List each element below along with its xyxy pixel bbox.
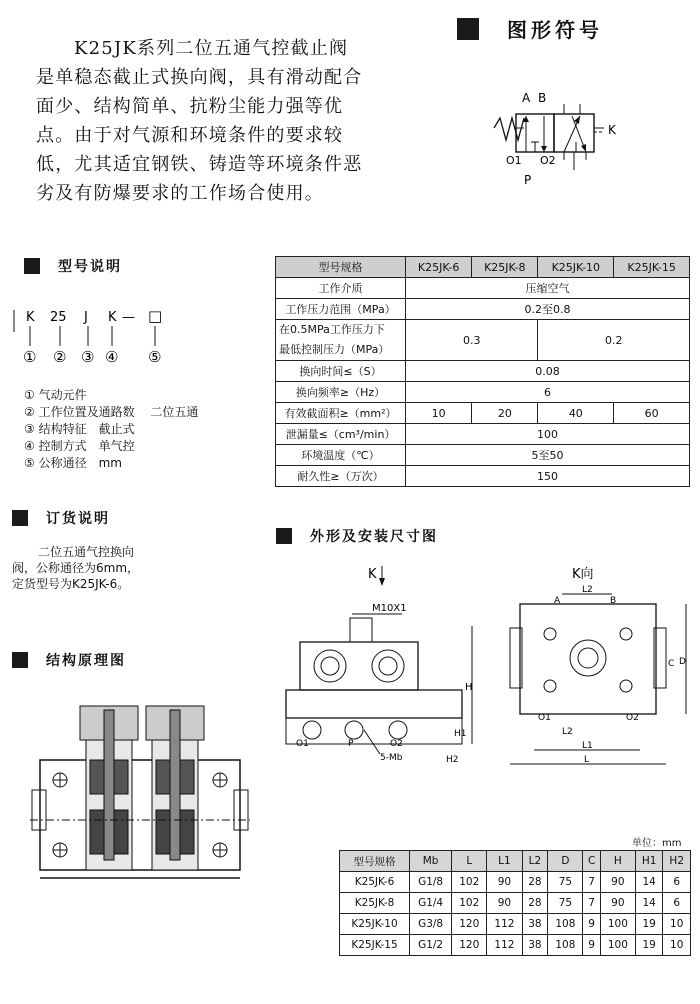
spec-label: 换向频率≥（Hz）: [276, 382, 406, 403]
spec-label: 耐久性≥（万次）: [276, 466, 406, 487]
dim-cell: G1/2: [410, 935, 452, 956]
spec-value: 150: [406, 466, 690, 487]
spec-value: 20: [472, 403, 538, 424]
dim-cell: 108: [548, 914, 583, 935]
spec-label: 泄漏量≤（cm³/min）: [276, 424, 406, 445]
dim-cell: 19: [635, 914, 662, 935]
section-symbol: [457, 14, 603, 43]
spec-header-cell: K25JK-15: [614, 257, 690, 278]
model-char-25: 25: [50, 310, 67, 325]
model-num-3: ③: [81, 348, 95, 366]
dim-cell: 90: [487, 893, 522, 914]
model-num-1: ①: [23, 348, 37, 366]
dim-header-cell: L1: [487, 851, 522, 872]
dim-cell: G1/8: [410, 872, 452, 893]
order-line: 二位五通气控换向: [38, 545, 135, 559]
spec-value: 0.2: [538, 320, 690, 361]
dimension-table: [339, 850, 691, 956]
section-square-icon: [12, 510, 28, 526]
table-row: [276, 361, 690, 382]
model-char-dash: —: [122, 310, 135, 325]
dim-cell: 9: [583, 935, 600, 956]
spec-value: 60: [614, 403, 690, 424]
table-row: [340, 851, 691, 872]
table-row: [276, 424, 690, 445]
dim-cell: K25JK-8: [340, 893, 410, 914]
dim-header-cell: L2: [522, 851, 548, 872]
dim-cell: 102: [452, 893, 487, 914]
spec-label: 工作压力范围（MPa）: [276, 299, 406, 320]
spec-label: 有效截面积≥（mm²）: [276, 403, 406, 424]
dim-cell: 6: [663, 893, 691, 914]
dim-cell: 14: [635, 872, 662, 893]
dim-cell: 10: [663, 935, 691, 956]
symbol-port-k: K: [608, 123, 616, 137]
legend-item: ③ 结构特征 截止式: [24, 422, 135, 436]
section-outline-title: 外形及安装尺寸图: [310, 529, 438, 545]
dim-cell: 6: [663, 872, 691, 893]
table-row: [340, 872, 691, 893]
dim-h-label: H: [465, 682, 473, 693]
side-l1-label: L1: [582, 741, 593, 751]
legend-item: ① 气动元件: [24, 388, 87, 402]
spec-label-line: 最低控制压力（MPa）: [279, 343, 390, 356]
dim-cell: 102: [452, 872, 487, 893]
spec-value: 10: [406, 403, 472, 424]
dim-h1-label: H1: [454, 729, 467, 739]
dim-cell: 10: [663, 914, 691, 935]
front-port-o1: O1: [296, 739, 309, 749]
spec-label: 工作介质: [276, 278, 406, 299]
model-char-j: J: [84, 310, 88, 325]
dim-cell: 120: [452, 914, 487, 935]
section-square-icon: [457, 18, 479, 40]
dim-cell: K25JK-15: [340, 935, 410, 956]
dim-cell: 112: [487, 935, 522, 956]
dim-cell: 38: [522, 935, 548, 956]
dim-header-cell: Mb: [410, 851, 452, 872]
dim-header-cell: L: [452, 851, 487, 872]
dim-cell: 112: [487, 914, 522, 935]
section-square-icon: [276, 528, 292, 544]
section-model-title: 型号说明: [58, 259, 122, 275]
side-o2-label: O2: [626, 713, 639, 723]
order-line: 定货型号为K25JK-6。: [12, 577, 130, 591]
legend-item: ④ 控制方式 单气控: [24, 439, 135, 453]
table-row: [276, 320, 690, 361]
table-row: [276, 466, 690, 487]
section-order-title: 订货说明: [46, 511, 110, 527]
symbol-port-p: P: [524, 173, 532, 187]
model-num-2: ②: [53, 348, 67, 366]
side-l2-top-label: L2: [582, 585, 593, 595]
dim-cell: 120: [452, 935, 487, 956]
symbol-port-b: B: [538, 91, 547, 105]
unit-label: 单位：mm: [632, 838, 682, 849]
section-symbol-title: 图形符号: [507, 18, 603, 42]
model-legend: [24, 387, 198, 472]
mb-label: 5-Mb: [380, 753, 403, 763]
side-l2-bottom-label: L2: [562, 727, 573, 737]
spec-value: 0.3: [406, 320, 538, 361]
dim-cell: 90: [600, 872, 635, 893]
spec-header-cell: 型号规格: [276, 257, 406, 278]
spec-table: [275, 256, 690, 487]
dim-cell: 90: [487, 872, 522, 893]
dim-cell: 7: [583, 893, 600, 914]
side-c-label: C: [668, 659, 675, 669]
dim-cell: 28: [522, 893, 548, 914]
section-structure-title: 结构原理图: [46, 653, 126, 669]
spec-value: 0.08: [406, 361, 690, 382]
section-square-icon: [12, 652, 28, 668]
dim-cell: G3/8: [410, 914, 452, 935]
dim-header-cell: H: [600, 851, 635, 872]
front-port-o2: O2: [390, 739, 403, 749]
section-square-icon: [24, 258, 40, 274]
section-structure: [12, 650, 126, 670]
table-row: [276, 278, 690, 299]
table-row: [276, 382, 690, 403]
dim-header-cell: 型号规格: [340, 851, 410, 872]
dim-header-cell: H1: [635, 851, 662, 872]
spec-value: 40: [538, 403, 614, 424]
dim-cell: 100: [600, 935, 635, 956]
outline-front-diagram: [268, 558, 482, 768]
dim-cell: 75: [548, 872, 583, 893]
spec-label: 环境温度（℃）: [276, 445, 406, 466]
symbol-port-a: A: [522, 91, 531, 105]
dim-header-cell: H2: [663, 851, 691, 872]
dim-cell: 7: [583, 872, 600, 893]
dim-cell: K25JK-6: [340, 872, 410, 893]
valve-symbol-diagram: [480, 90, 640, 190]
dim-cell: 100: [600, 914, 635, 935]
order-line: 阀，公称通径为6mm，: [12, 561, 140, 575]
k-view-label: K向: [572, 567, 594, 582]
table-row: [340, 914, 691, 935]
spec-value: 100: [406, 424, 690, 445]
section-model: [24, 256, 122, 276]
dim-cell: K25JK-10: [340, 914, 410, 935]
section-order: [12, 508, 110, 528]
structure-diagram: [30, 700, 252, 890]
model-num-5: ⑤: [148, 348, 162, 366]
table-row: [276, 257, 690, 278]
spec-header-cell: K25JK-8: [472, 257, 538, 278]
spec-header-cell: K25JK-6: [406, 257, 472, 278]
legend-item: ② 工作位置及通路数 二位五通: [24, 405, 199, 419]
spec-value: 0.2至0.8: [406, 299, 690, 320]
table-row: [340, 935, 691, 956]
symbol-port-o2: O2: [540, 154, 556, 167]
model-char-k2: K: [108, 310, 117, 325]
side-a-label: A: [554, 596, 561, 606]
legend-item: ⑤ 公称通径 mm: [24, 456, 122, 470]
side-o1-label: O1: [538, 713, 551, 723]
dim-cell: 28: [522, 872, 548, 893]
table-row: [276, 299, 690, 320]
side-l-label: L: [584, 755, 590, 765]
order-text: [12, 544, 139, 592]
model-code-diagram: [10, 302, 180, 368]
spec-label: 换向时间≤（S）: [276, 361, 406, 382]
dim-cell: 14: [635, 893, 662, 914]
intro-paragraph: K25JK系列二位五通气控截止阀是单稳态截止式换向阀，具有滑动配合面少、结构简单、抗粉尘能力强等优点。由于对气源和环境条件的要求较低，尤其适宜钢铁、铸造等环境条件恶劣及有防爆要求的工作场合使用。: [36, 38, 363, 204]
model-char-k: K: [26, 310, 35, 325]
table-row: [340, 893, 691, 914]
side-b-label: B: [610, 596, 617, 606]
dim-h2-label: H2: [446, 755, 459, 765]
dim-cell: 9: [583, 914, 600, 935]
m10-label: M10X1: [372, 603, 407, 614]
outline-side-diagram: [490, 558, 695, 768]
spec-value: 6: [406, 382, 690, 403]
table-row: [276, 445, 690, 466]
dim-cell: 108: [548, 935, 583, 956]
table-row: [276, 403, 690, 424]
section-outline: [276, 526, 438, 546]
front-port-p: P: [348, 739, 354, 749]
k-arrow-label: K: [368, 567, 377, 582]
symbol-port-o1: O1: [506, 154, 522, 167]
dim-cell: 19: [635, 935, 662, 956]
dim-header-cell: C: [583, 851, 600, 872]
dim-cell: 38: [522, 914, 548, 935]
dim-cell: 90: [600, 893, 635, 914]
spec-label: [276, 320, 406, 361]
spec-header-cell: K25JK-10: [538, 257, 614, 278]
spec-value: 5至50: [406, 445, 690, 466]
model-num-4: ④: [105, 348, 119, 366]
side-d-label: D: [679, 657, 686, 667]
dim-cell: G1/4: [410, 893, 452, 914]
dim-header-cell: D: [548, 851, 583, 872]
model-char-box: □: [148, 307, 163, 325]
spec-label-line: 在0.5MPa工作压力下: [279, 323, 385, 336]
spec-value: 压缩空气: [406, 278, 690, 299]
dim-cell: 75: [548, 893, 583, 914]
